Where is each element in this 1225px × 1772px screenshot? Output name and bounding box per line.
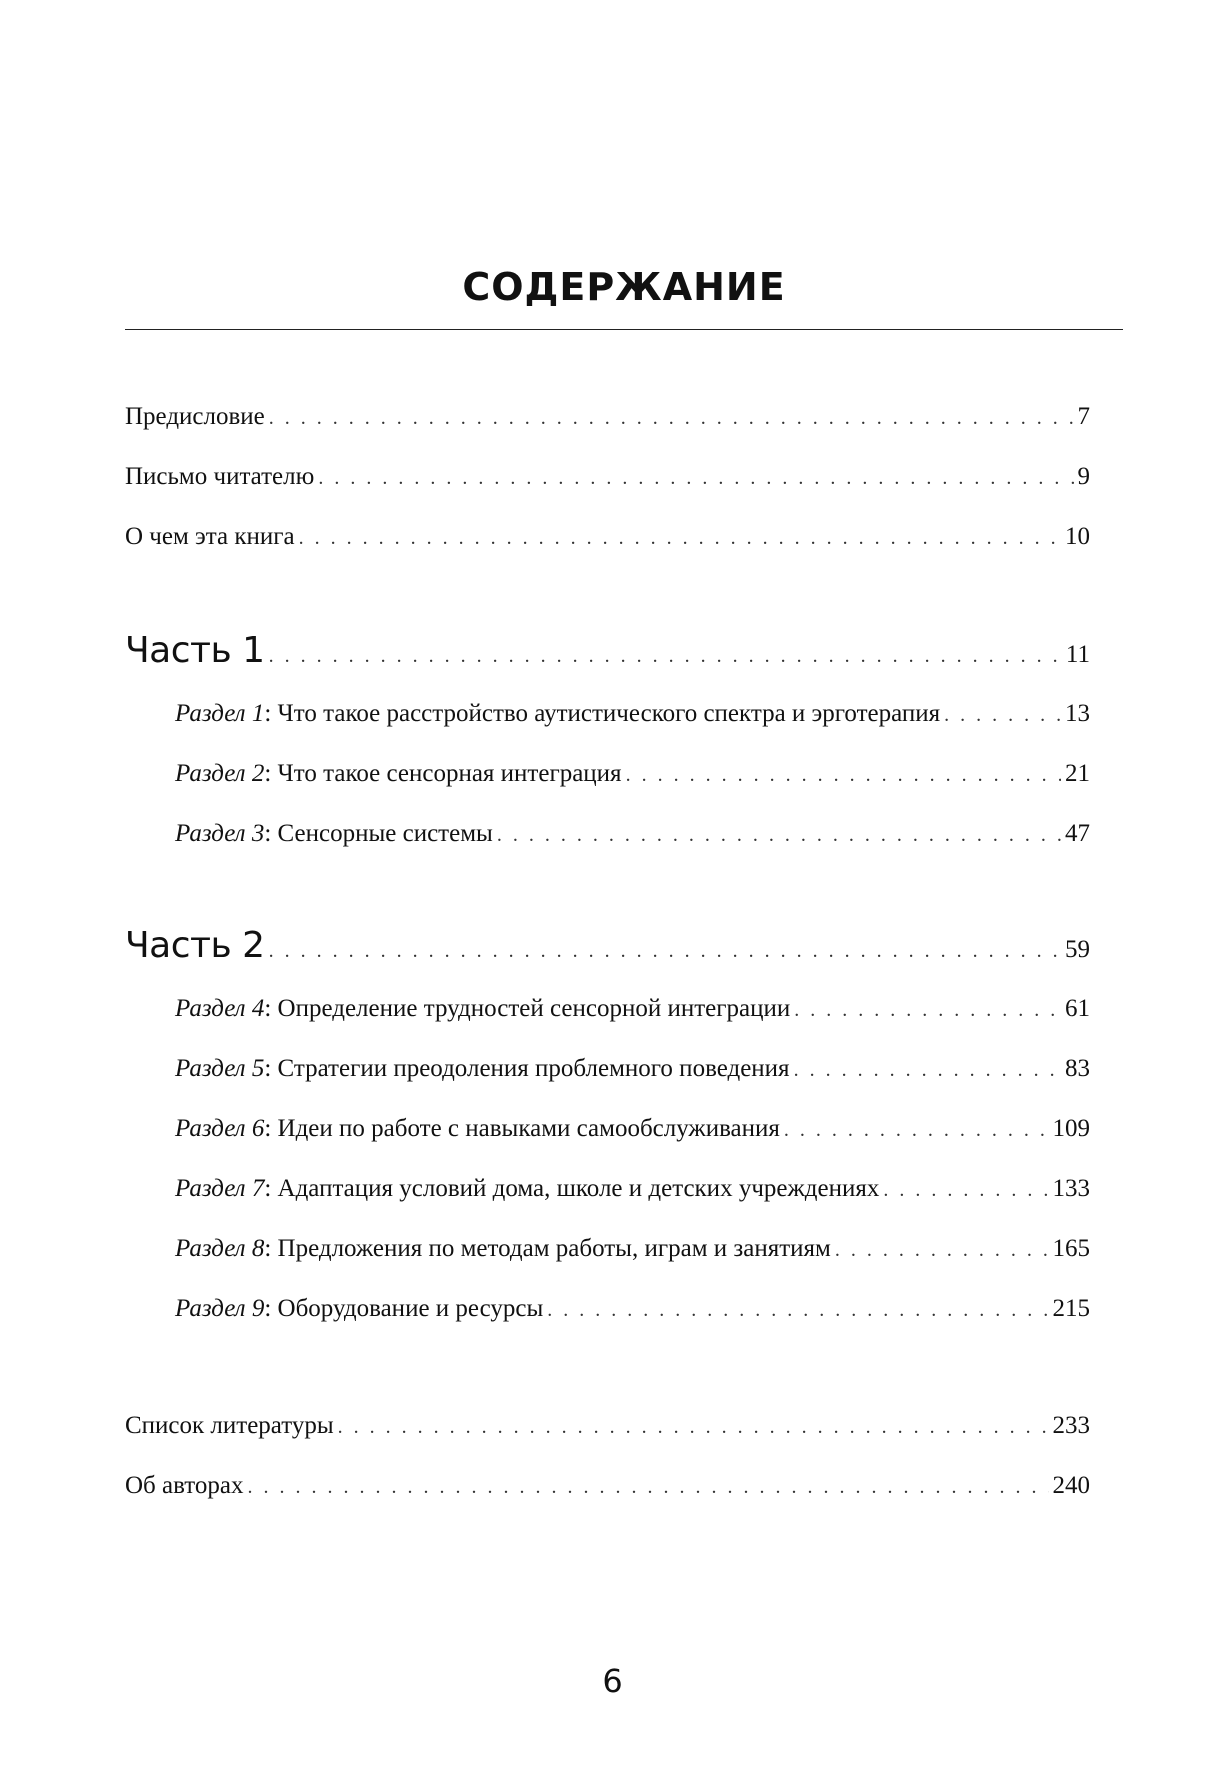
part-label: Часть 1	[125, 630, 265, 671]
toc-entry-label: Предисловие	[125, 403, 265, 430]
section-prefix: Раздел 7	[175, 1175, 265, 1202]
section-prefix: Раздел 9	[175, 1295, 265, 1322]
section-prefix: Раздел 8	[175, 1235, 265, 1262]
section-title: : Идеи по работе с навыками самообслуживания	[264, 1115, 780, 1142]
dot-leader	[794, 1059, 1061, 1082]
toc-entry-preface[interactable]	[125, 403, 1090, 431]
toc-entry-letter[interactable]	[125, 463, 1090, 491]
toc-entry-label: О чем эта книга	[125, 523, 295, 550]
dot-leader	[269, 940, 1061, 963]
toc-section-8[interactable]	[175, 1235, 1090, 1263]
dot-leader	[269, 407, 1074, 430]
page-number-footer: 6	[602, 1662, 623, 1700]
dot-leader	[318, 467, 1073, 490]
toc-entry-label: Список литературы	[125, 1412, 334, 1439]
toc-page-number: 59	[1065, 936, 1090, 963]
toc-page-number: 240	[1052, 1472, 1090, 1499]
toc-entry-label: Письмо читателю	[125, 463, 315, 490]
toc-section-9[interactable]	[175, 1295, 1090, 1323]
section-title: : Стратегии преодоления проблемного поведения	[264, 1055, 790, 1082]
toc-section-6[interactable]	[175, 1115, 1090, 1143]
toc-entry-about-book[interactable]	[125, 523, 1090, 551]
toc-page-number: 165	[1052, 1235, 1090, 1262]
dot-leader	[338, 1416, 1049, 1439]
toc-part-1[interactable]	[125, 630, 1090, 671]
toc-part-2[interactable]	[125, 925, 1090, 966]
toc-entry-authors[interactable]	[125, 1472, 1090, 1500]
section-title: : Оборудование и ресурсы	[264, 1295, 544, 1322]
toc-page-number: 9	[1077, 463, 1090, 490]
toc-page-number: 233	[1052, 1412, 1090, 1439]
toc-section-4[interactable]	[175, 995, 1090, 1023]
section-prefix: Раздел 4	[175, 995, 265, 1022]
toc-page-number: 109	[1052, 1115, 1090, 1142]
section-prefix: Раздел 5	[175, 1055, 265, 1082]
toc-page-number: 11	[1065, 641, 1090, 668]
section-prefix: Раздел 1	[175, 700, 265, 727]
toc-entry-label: Об авторах	[125, 1472, 244, 1499]
toc-page-number: 133	[1052, 1175, 1090, 1202]
dot-leader	[248, 1476, 1049, 1499]
dot-leader	[944, 704, 1061, 727]
section-title: : Что такое сенсорная интеграция	[264, 760, 622, 787]
section-prefix: Раздел 2	[175, 760, 265, 787]
toc-page-number: 61	[1065, 995, 1090, 1022]
toc-page-number: 13	[1065, 700, 1090, 727]
dot-leader	[269, 645, 1062, 668]
toc-page-number: 21	[1065, 760, 1090, 787]
toc-section-3[interactable]	[175, 820, 1090, 848]
dot-leader	[835, 1239, 1049, 1262]
section-prefix: Раздел 3	[175, 820, 265, 847]
dot-leader	[883, 1179, 1048, 1202]
toc-entry-bibliography[interactable]	[125, 1412, 1090, 1440]
dot-leader	[299, 527, 1061, 550]
dot-leader	[784, 1119, 1049, 1142]
title-divider	[125, 329, 1123, 330]
toc-section-7[interactable]	[175, 1175, 1090, 1203]
section-title: : Что такое расстройство аутистического спектра и эрготерапия	[264, 700, 941, 727]
section-title: : Адаптация условий дома, школе и детских учреждениях	[264, 1175, 880, 1202]
dot-leader	[626, 764, 1061, 787]
page-title: СОДЕРЖАНИЕ	[462, 265, 786, 309]
dot-leader	[547, 1299, 1048, 1322]
toc-page-number: 83	[1065, 1055, 1090, 1082]
section-title: : Предложения по методам работы, играм и занятиям	[264, 1235, 831, 1262]
dot-leader	[497, 824, 1061, 847]
toc-section-1[interactable]	[175, 700, 1090, 728]
toc-page-number: 215	[1052, 1295, 1090, 1322]
toc-page-number: 47	[1065, 820, 1090, 847]
toc-page-number: 10	[1065, 523, 1090, 550]
section-title: : Сенсорные системы	[264, 820, 493, 847]
toc-section-2[interactable]	[175, 760, 1090, 788]
dot-leader	[794, 999, 1061, 1022]
toc-page-number: 7	[1077, 403, 1090, 430]
part-label: Часть 2	[125, 925, 265, 966]
section-title: : Определение трудностей сенсорной интеграции	[264, 995, 791, 1022]
toc-section-5[interactable]	[175, 1055, 1090, 1083]
section-prefix: Раздел 6	[175, 1115, 265, 1142]
